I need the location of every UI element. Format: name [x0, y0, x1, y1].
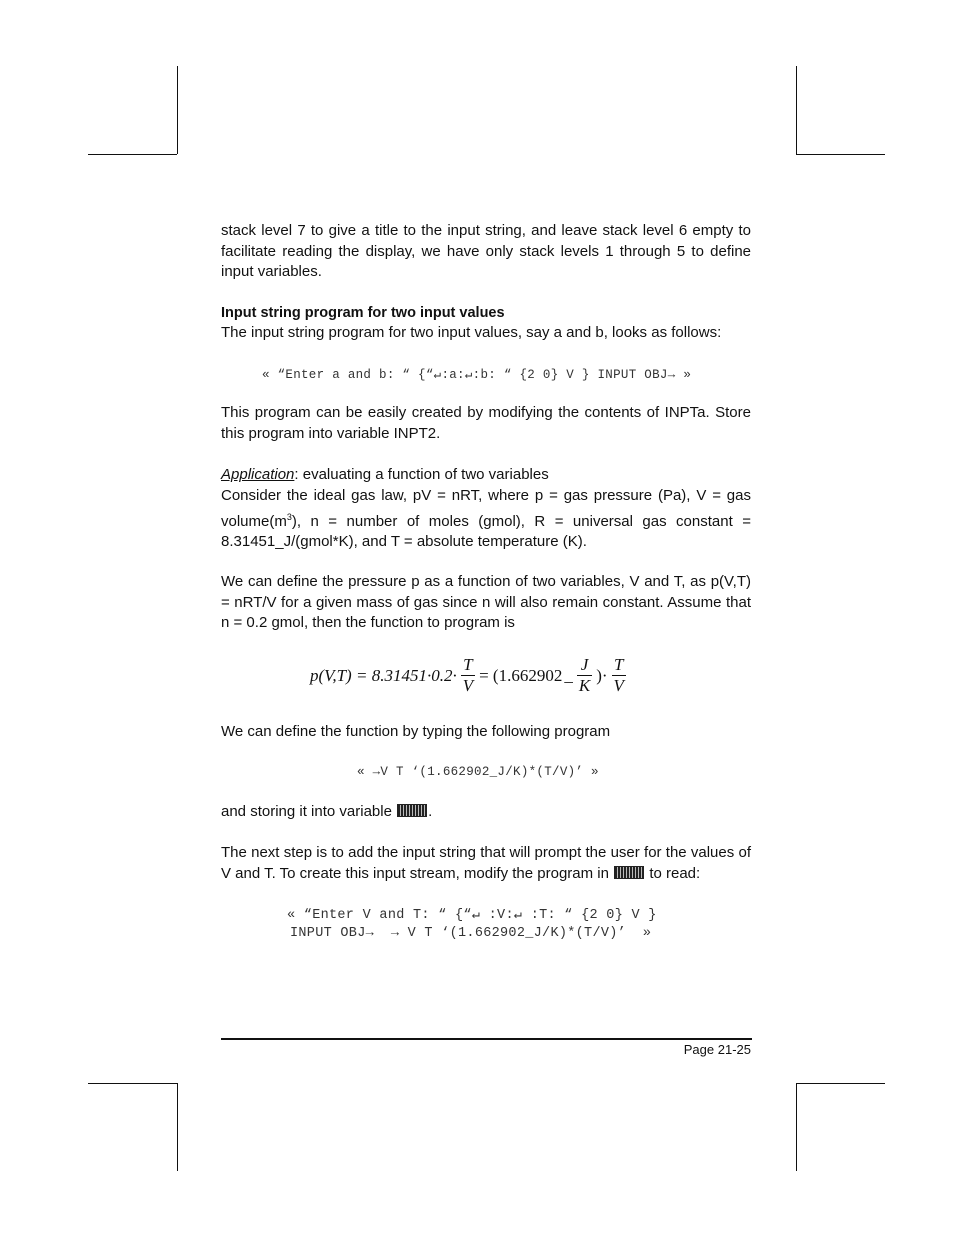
intro-paragraph: stack level 7 to give a title to the input string, and leave stack level 6 empty to facilitate reading the display, we have only stack levels 1 through 5 to define input variables.	[221, 222, 751, 280]
equation-underscore: _	[564, 665, 573, 685]
fraction-numerator: T	[613, 655, 624, 674]
fraction-denominator: K	[578, 676, 591, 695]
ideal-gas-text-1: Consider the ideal gas law, pV = nRT, where p = gas pressure (Pa), V = gas volume(m	[221, 487, 751, 530]
crop-mark-bottom-left-vertical	[177, 1083, 178, 1171]
fraction-denominator: V	[613, 676, 624, 695]
code-block-input-two-values: « “Enter a and b: “ {“↵:a:↵:b: “ {2 0} V } INPUT OBJ→ »	[262, 368, 692, 382]
fraction-j-over-k	[577, 655, 592, 696]
ideal-gas-text-2: ), n = number of moles (gmol), R = universal gas constant = 8.31451_J/(gmol*K), and T = absolute temperature (K).	[221, 512, 751, 550]
crop-mark-bottom-left-horizontal	[88, 1083, 177, 1084]
fraction-t-over-v-2	[612, 655, 626, 696]
fraction-numerator: T	[463, 655, 473, 674]
equation-middle: = (1.662902	[479, 665, 563, 685]
page-number: Page 21-25	[683, 1042, 751, 1057]
pressure-equation	[310, 655, 630, 696]
code-block-function: « →V T ‘(1.662902_J/K)*(T/V)’ »	[357, 765, 599, 779]
crop-mark-top-right-horizontal	[796, 154, 885, 155]
variable-key-icon	[397, 804, 427, 817]
store-text: and storing it into variable	[221, 803, 392, 820]
code-block-input-line-1: « “Enter V and T: “ {“↵ :V:↵ :T: “ {2 0} V }	[287, 908, 657, 923]
crop-mark-top-left-vertical	[177, 66, 178, 154]
crop-mark-top-left-horizontal	[88, 154, 177, 155]
next-step-text: The next step is to add the input string that will prompt the user for the values of V and T. To create this input stream, modify the program in	[221, 844, 751, 882]
equation-after: )·	[596, 665, 608, 685]
application-label: Application	[221, 466, 295, 483]
section-intro: The input string program for two input values, say a and b, looks as follows:	[221, 324, 722, 341]
fraction-numerator: J	[580, 655, 589, 674]
ideal-gas-paragraph	[221, 486, 751, 553]
fraction-t-over-v	[461, 655, 475, 696]
crop-mark-top-right-vertical	[796, 66, 797, 154]
ideal-gas-superscript: 3	[286, 511, 292, 522]
pressure-paragraph: We can define the pressure p as a function of two variables, V and T, as p(V,T) = nRT/V for a given mass of gas since n will also remain constant. Assume that n = 0.2 gmol, then the function to program is	[221, 573, 751, 631]
crop-mark-bottom-right-vertical	[796, 1083, 797, 1171]
fraction-denominator: V	[462, 676, 474, 695]
crop-mark-bottom-right-horizontal	[796, 1083, 885, 1084]
modify-paragraph: This program can be easily created by modifying the contents of INPTa. Store this program into variable INPT2.	[221, 404, 751, 442]
store-line	[221, 802, 751, 823]
application-line	[221, 465, 751, 486]
variable-key-icon	[614, 866, 644, 879]
next-step-paragraph	[221, 843, 751, 884]
store-period: .	[428, 803, 433, 820]
code-block-input-line-2: INPUT OBJ→ → V T ‘(1.662902_J/K)*(T/V)’ »	[290, 926, 652, 941]
section-heading: Input string program for two input values	[221, 305, 505, 321]
equation-lhs: p(V,T) = 8.31451·0.2·	[310, 665, 457, 685]
footer-rule	[221, 1038, 752, 1040]
next-step-text-end: to read:	[649, 864, 701, 882]
application-description: : evaluating a function of two variables	[294, 466, 549, 483]
define-paragraph: We can define the function by typing the following program	[221, 723, 611, 740]
